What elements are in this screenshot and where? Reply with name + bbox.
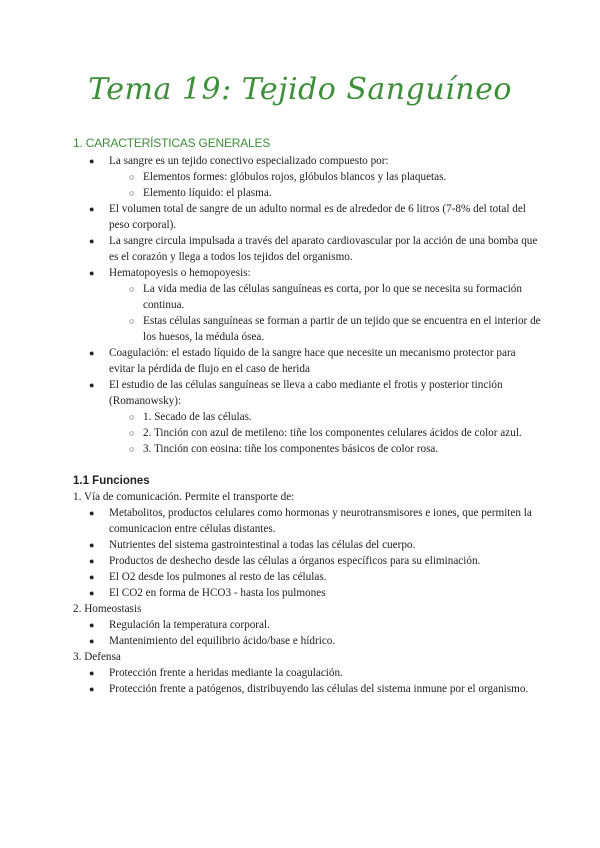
list-item-text: Hematopoyesis o hemopoyesis: xyxy=(109,267,251,279)
function-sub-list xyxy=(73,505,543,601)
bullet-icon: ● xyxy=(89,572,95,582)
list-item-text: El CO2 en forma de HCO3 - hasta los pulmones xyxy=(109,587,326,599)
list-item-text: Regulación la temperatura corporal. xyxy=(109,619,270,631)
list-item-text: El estudio de las células sanguíneas se lleva a cabo mediante el frotis y posterior tinción (Romanowsky): xyxy=(109,379,503,407)
numbered-item-label: 1. Vía de comunicación. Permite el transporte de: xyxy=(73,491,295,503)
list-item xyxy=(73,569,543,585)
caracteristicas-list xyxy=(73,153,543,457)
bullet-icon: ● xyxy=(89,620,95,630)
list-item xyxy=(73,345,543,377)
page-title: Tema 19: Tejido Sanguíneo xyxy=(88,72,512,107)
bullet-icon: ● xyxy=(89,668,95,678)
bullet-icon: ● xyxy=(89,508,95,518)
bullet-icon: ● xyxy=(89,380,95,390)
circle-bullet-icon: ○ xyxy=(129,284,135,294)
sub-list-item-text: 2. Tinción con azul de metileno: tiñe los componentes celulares ácidos de color azul. xyxy=(143,427,522,439)
document-body xyxy=(73,135,543,697)
bullet-icon: ● xyxy=(89,204,95,214)
bullet-icon: ● xyxy=(89,540,95,550)
sub-list-item-text: Elemento líquido: el plasma. xyxy=(143,187,272,199)
sub-list-item xyxy=(109,313,543,345)
sub-list-item xyxy=(109,409,543,425)
bullet-icon: ● xyxy=(89,236,95,246)
bullet-icon: ● xyxy=(89,636,95,646)
list-item xyxy=(73,377,543,457)
list-item xyxy=(73,153,543,201)
function-sub-list xyxy=(73,617,543,649)
list-item-text: Protección frente a patógenos, distribuyendo las células del sistema inmune por el organismo. xyxy=(109,683,529,695)
sub-list xyxy=(109,409,543,457)
sub-list-item xyxy=(109,185,543,201)
sub-list-item xyxy=(109,169,543,185)
sub-list xyxy=(109,281,543,345)
sub-list xyxy=(109,169,543,201)
list-item-text: La sangre circula impulsada a través del aparato cardiovascular por la acción de una bomba que es el corazón y llega a todos los tejidos del organismo. xyxy=(109,235,538,263)
sub-list-item-text: La vida media de las células sanguíneas es corta, por lo que se necesita su formación continua. xyxy=(143,283,522,311)
circle-bullet-icon: ○ xyxy=(129,444,135,454)
list-item-text: Mantenimiento del equilibrio ácido/base e hídrico. xyxy=(109,635,336,647)
sub-list-item-text: Estas células sanguíneas se forman a partir de un tejido que se encuentra en el interior de los huesos, la médula ósea. xyxy=(143,315,541,343)
list-item-text: El O2 desde los pulmones al resto de las células. xyxy=(109,571,327,583)
sub-list-item-text: 1. Secado de las células. xyxy=(143,411,252,423)
circle-bullet-icon: ○ xyxy=(129,316,135,326)
list-item xyxy=(73,681,543,697)
list-item-text: Protección frente a heridas mediante la coagulación. xyxy=(109,667,343,679)
circle-bullet-icon: ○ xyxy=(129,428,135,438)
sub-list-item xyxy=(109,441,543,457)
bullet-icon: ● xyxy=(89,556,95,566)
list-item-text: La sangre es un tejido conectivo especializado compuesto por: xyxy=(109,155,389,167)
numbered-item xyxy=(73,601,543,649)
list-item xyxy=(73,265,543,345)
list-item xyxy=(73,553,543,569)
section-heading-funciones: 1.1 Funciones xyxy=(73,475,150,487)
sub-list-item-text: Elementos formes: glóbulos rojos, glóbulos blancos y las plaquetas. xyxy=(143,171,447,183)
bullet-icon: ● xyxy=(89,156,95,166)
list-item xyxy=(73,201,543,233)
bullet-icon: ● xyxy=(89,268,95,278)
numbered-item xyxy=(73,649,543,697)
list-item-text: Productos de deshecho desde las células a órganos específicos para su eliminación. xyxy=(109,555,481,567)
circle-bullet-icon: ○ xyxy=(129,412,135,422)
bullet-icon: ● xyxy=(89,684,95,694)
sub-list-item xyxy=(109,425,543,441)
sub-list-item-text: 3. Tinción con eosina: tiñe los componentes básicos de color rosa. xyxy=(143,443,439,455)
list-item xyxy=(73,633,543,649)
circle-bullet-icon: ○ xyxy=(129,188,135,198)
list-item xyxy=(73,233,543,265)
list-item-text: Nutrientes del sistema gastrointestinal a todas las células del cuerpo. xyxy=(109,539,416,551)
function-sub-list xyxy=(73,665,543,697)
list-item-text: Coagulación: el estado líquido de la sangre hace que necesite un mecanismo protector para evitar la pérdida de flujo en el caso de herida xyxy=(109,347,516,375)
section-heading-caracteristicas: 1. CARACTERÍSTICAS GENERALES xyxy=(73,136,271,150)
list-item xyxy=(73,505,543,537)
circle-bullet-icon: ○ xyxy=(129,172,135,182)
list-item xyxy=(73,665,543,681)
numbered-item xyxy=(73,489,543,601)
numbered-item-label: 3. Defensa xyxy=(73,651,121,663)
bullet-icon: ● xyxy=(89,348,95,358)
sub-list-item xyxy=(109,281,543,313)
numbered-item-label: 2. Homeostasis xyxy=(73,603,142,615)
list-item xyxy=(73,585,543,601)
list-item xyxy=(73,617,543,633)
list-item xyxy=(73,537,543,553)
list-item-text: El volumen total de sangre de un adulto normal es de alrededor de 6 litros (7-8% del total del peso corporal). xyxy=(109,203,526,231)
funciones-list xyxy=(73,489,543,697)
list-item-text: Metabolitos, productos celulares como hormonas y neurotransmisores e iones, que permiten la comunicacion entre células distantes. xyxy=(109,507,532,535)
bullet-icon: ● xyxy=(89,588,95,598)
